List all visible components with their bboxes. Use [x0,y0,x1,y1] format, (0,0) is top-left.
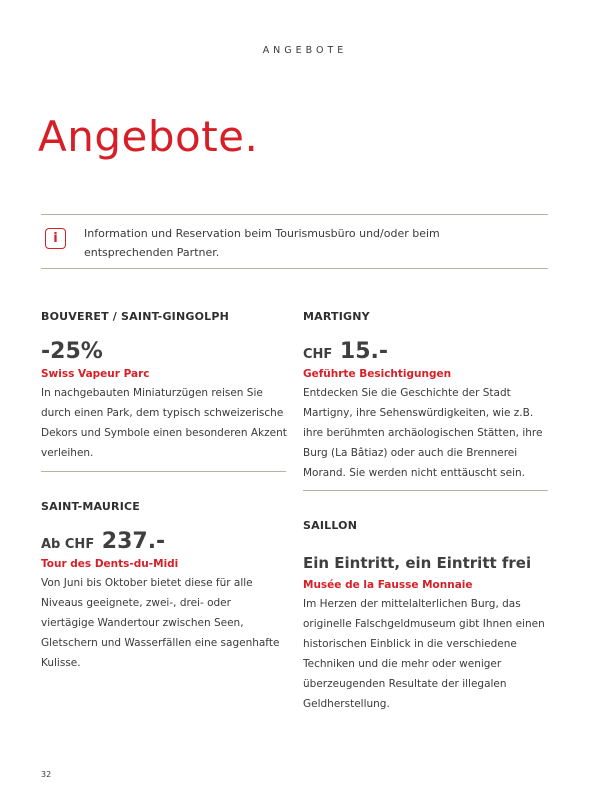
page-number: 32 [41,770,52,779]
offer-price-value: 237.- [101,529,166,554]
offer-description: Von Juni bis Oktober bietet diese für alle Niveaus geeignete, zwei-, drei- oder viertägige Wandertour zwischen Seen, Gletschern und Wasserfällen eine sagenhafte Kulisse. [41,577,280,669]
offer-saint-maurice [41,500,287,673]
info-text: Information und Reservation beim Tourismusbüro und/oder beim entsprechenden Partner. [84,227,440,259]
offer-name: Geführte Besichtigungen [303,368,452,380]
info-box [41,214,548,269]
offer-saillon [303,519,549,714]
page-title: Angebote. [38,112,259,161]
offer-location: SAILLON [303,519,358,532]
offer-name: Tour des Dents-du-Midi [41,558,179,570]
offer-name: Musée de la Fausse Monnaie [303,579,473,591]
offer-location: BOUVERET / SAINT-GINGOLPH [41,310,230,323]
offer-location: SAINT-MAURICE [41,500,140,513]
running-head: ANGEBOTE [262,45,348,56]
info-icon: i [45,228,66,249]
offer-description: Im Herzen der mittelalterlichen Burg, das originelle Falschgeldmuseum gibt Ihnen einen historischen Einblick in die verschiedene Techniken und die mehr oder weniger überzeugenden Resultate der illegalen Geldherstellung. [303,598,545,710]
offer-price-value: Ein Eintritt, ein Eintritt frei [303,554,532,572]
offer-description: Entdecken Sie die Geschichte der Stadt Martigny, ihre Sehenswürdigkeiten, wie z.B. ihre berühmten archäologischen Stätten, ihre Burg (La Bâtiaz) oder auch die Brennerei Morand. Sie werden nicht enttäuscht sein. [303,387,543,479]
offer-price-prefix: CHF [303,347,333,362]
offer-price [303,338,549,366]
offer-name: Swiss Vapeur Parc [41,368,150,380]
divider [303,490,548,491]
offer-description: In nachgebauten Miniaturzügen reisen Sie durch einen Park, dem typisch schweizerische Dekors und Symbole einen besonderen Akzent verleihen. [41,387,287,459]
offer-price-value: -25% [41,339,103,364]
offer-bouveret [41,310,287,463]
divider [41,471,286,472]
offer-price [41,528,287,556]
offer-price [303,549,549,577]
offer-location: MARTIGNY [303,310,370,323]
offer-price-prefix: Ab CHF [41,537,95,552]
offer-price [41,338,287,366]
offer-price-value: 15.- [339,339,388,364]
offer-martigny [303,310,549,483]
